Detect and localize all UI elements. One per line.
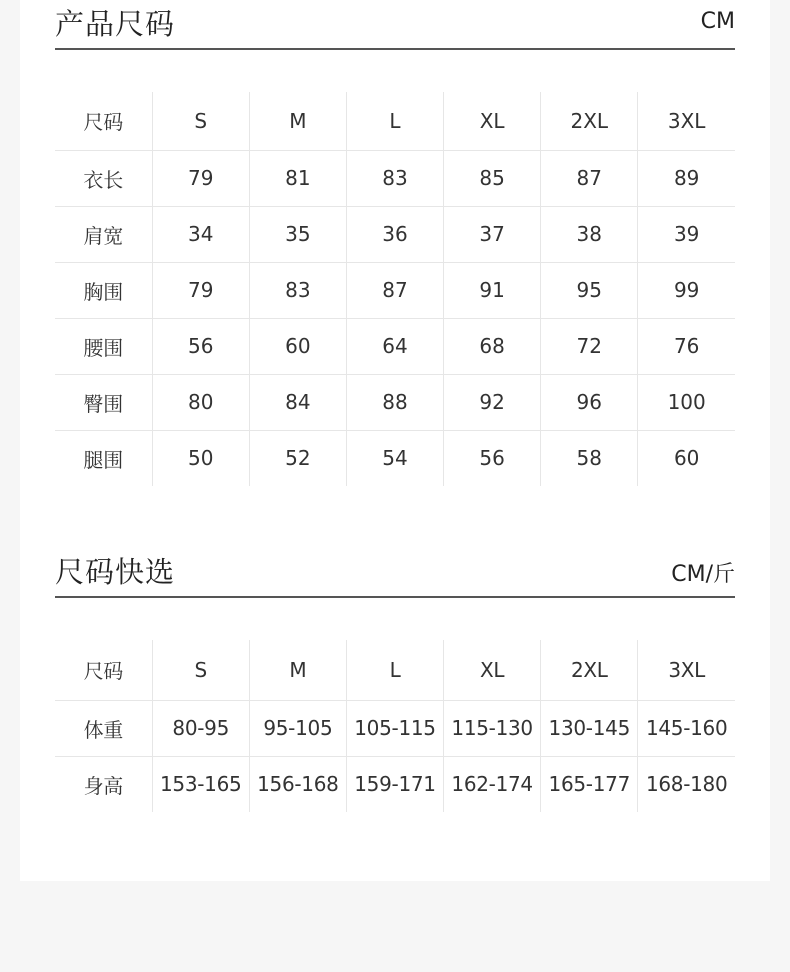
table-row	[55, 374, 735, 430]
table-row	[55, 756, 735, 812]
header-cell: XL	[444, 640, 541, 700]
header-cell: 2XL	[541, 92, 638, 150]
table-header-row	[55, 640, 735, 700]
table-cell: 39	[638, 206, 735, 262]
table-cell: 58	[541, 430, 638, 486]
table-cell: 115-130	[444, 700, 541, 756]
table-cell: 85	[444, 150, 541, 206]
table-cell: 100	[638, 374, 735, 430]
table-cell: 64	[346, 318, 443, 374]
table-cell: 89	[638, 150, 735, 206]
size-chart-unit: CM	[700, 9, 735, 34]
table-cell: 153-165	[152, 756, 249, 812]
table-cell: 56	[444, 430, 541, 486]
table-row	[55, 318, 735, 374]
table-cell: 156-168	[249, 756, 346, 812]
header-cell: M	[249, 640, 346, 700]
table-cell: 54	[346, 430, 443, 486]
table-cell: 162-174	[444, 756, 541, 812]
header-cell: 尺码	[55, 640, 152, 700]
quick-select-unit: CM/斤	[671, 562, 735, 587]
table-cell: 84	[249, 374, 346, 430]
row-label: 臀围	[55, 374, 152, 430]
header-cell: 3XL	[638, 640, 735, 700]
table-cell: 145-160	[638, 700, 735, 756]
header-cell: L	[346, 92, 443, 150]
header-cell: M	[249, 92, 346, 150]
table-cell: 79	[152, 150, 249, 206]
table-cell: 99	[638, 262, 735, 318]
header-cell: 2XL	[541, 640, 638, 700]
row-label: 肩宽	[55, 206, 152, 262]
table-cell: 36	[346, 206, 443, 262]
table-cell: 52	[249, 430, 346, 486]
table-cell: 79	[152, 262, 249, 318]
table-cell: 56	[152, 318, 249, 374]
size-chart-table	[55, 92, 735, 486]
size-chart-header	[55, 0, 735, 50]
row-label: 身高	[83, 773, 124, 798]
table-cell: 88	[346, 374, 443, 430]
row-label: 腿围	[83, 447, 124, 472]
table-cell: 91	[444, 262, 541, 318]
table-cell: 130-145	[541, 700, 638, 756]
table-cell: 105-115	[346, 700, 443, 756]
table-cell: 50	[152, 430, 249, 486]
quick-select-table	[55, 640, 735, 812]
row-label: 胸围	[55, 262, 152, 318]
table-cell: 168-180	[638, 756, 735, 812]
table-cell: 60	[638, 430, 735, 486]
header-cell: L	[346, 640, 443, 700]
table-row	[55, 150, 735, 206]
table-cell: 76	[638, 318, 735, 374]
table-cell: 83	[346, 150, 443, 206]
row-label: 腰围	[55, 318, 152, 374]
table-cell: 95	[541, 262, 638, 318]
table-cell: 159-171	[346, 756, 443, 812]
table-cell: 87	[346, 262, 443, 318]
quick-select-header	[55, 548, 735, 598]
table-row	[55, 700, 735, 756]
row-label: 体重	[55, 700, 152, 756]
table-cell: 83	[249, 262, 346, 318]
size-chart-title: 产品尺码	[55, 7, 176, 41]
header-cell: 尺码	[55, 92, 152, 150]
table-cell: 87	[541, 150, 638, 206]
table-cell: 81	[249, 150, 346, 206]
table-cell: 165-177	[541, 756, 638, 812]
table-cell: 68	[444, 318, 541, 374]
table-row	[55, 430, 735, 486]
table-cell: 72	[541, 318, 638, 374]
table-cell: 92	[444, 374, 541, 430]
table-row	[55, 262, 735, 318]
table-cell: 80	[152, 374, 249, 430]
quick-select-title: 尺码快选	[55, 555, 176, 589]
table-row	[55, 206, 735, 262]
header-cell: XL	[444, 92, 541, 150]
table-cell: 95-105	[249, 700, 346, 756]
table-cell: 37	[444, 206, 541, 262]
table-cell: 80-95	[152, 700, 249, 756]
header-cell: S	[152, 92, 249, 150]
header-cell: S	[152, 640, 249, 700]
table-cell: 60	[249, 318, 346, 374]
size-card	[20, 0, 770, 881]
table-cell: 34	[152, 206, 249, 262]
header-cell: 3XL	[638, 92, 735, 150]
table-cell: 38	[541, 206, 638, 262]
row-label: 衣长	[55, 150, 152, 206]
table-header-row	[55, 92, 735, 150]
table-cell: 96	[541, 374, 638, 430]
table-cell: 35	[249, 206, 346, 262]
